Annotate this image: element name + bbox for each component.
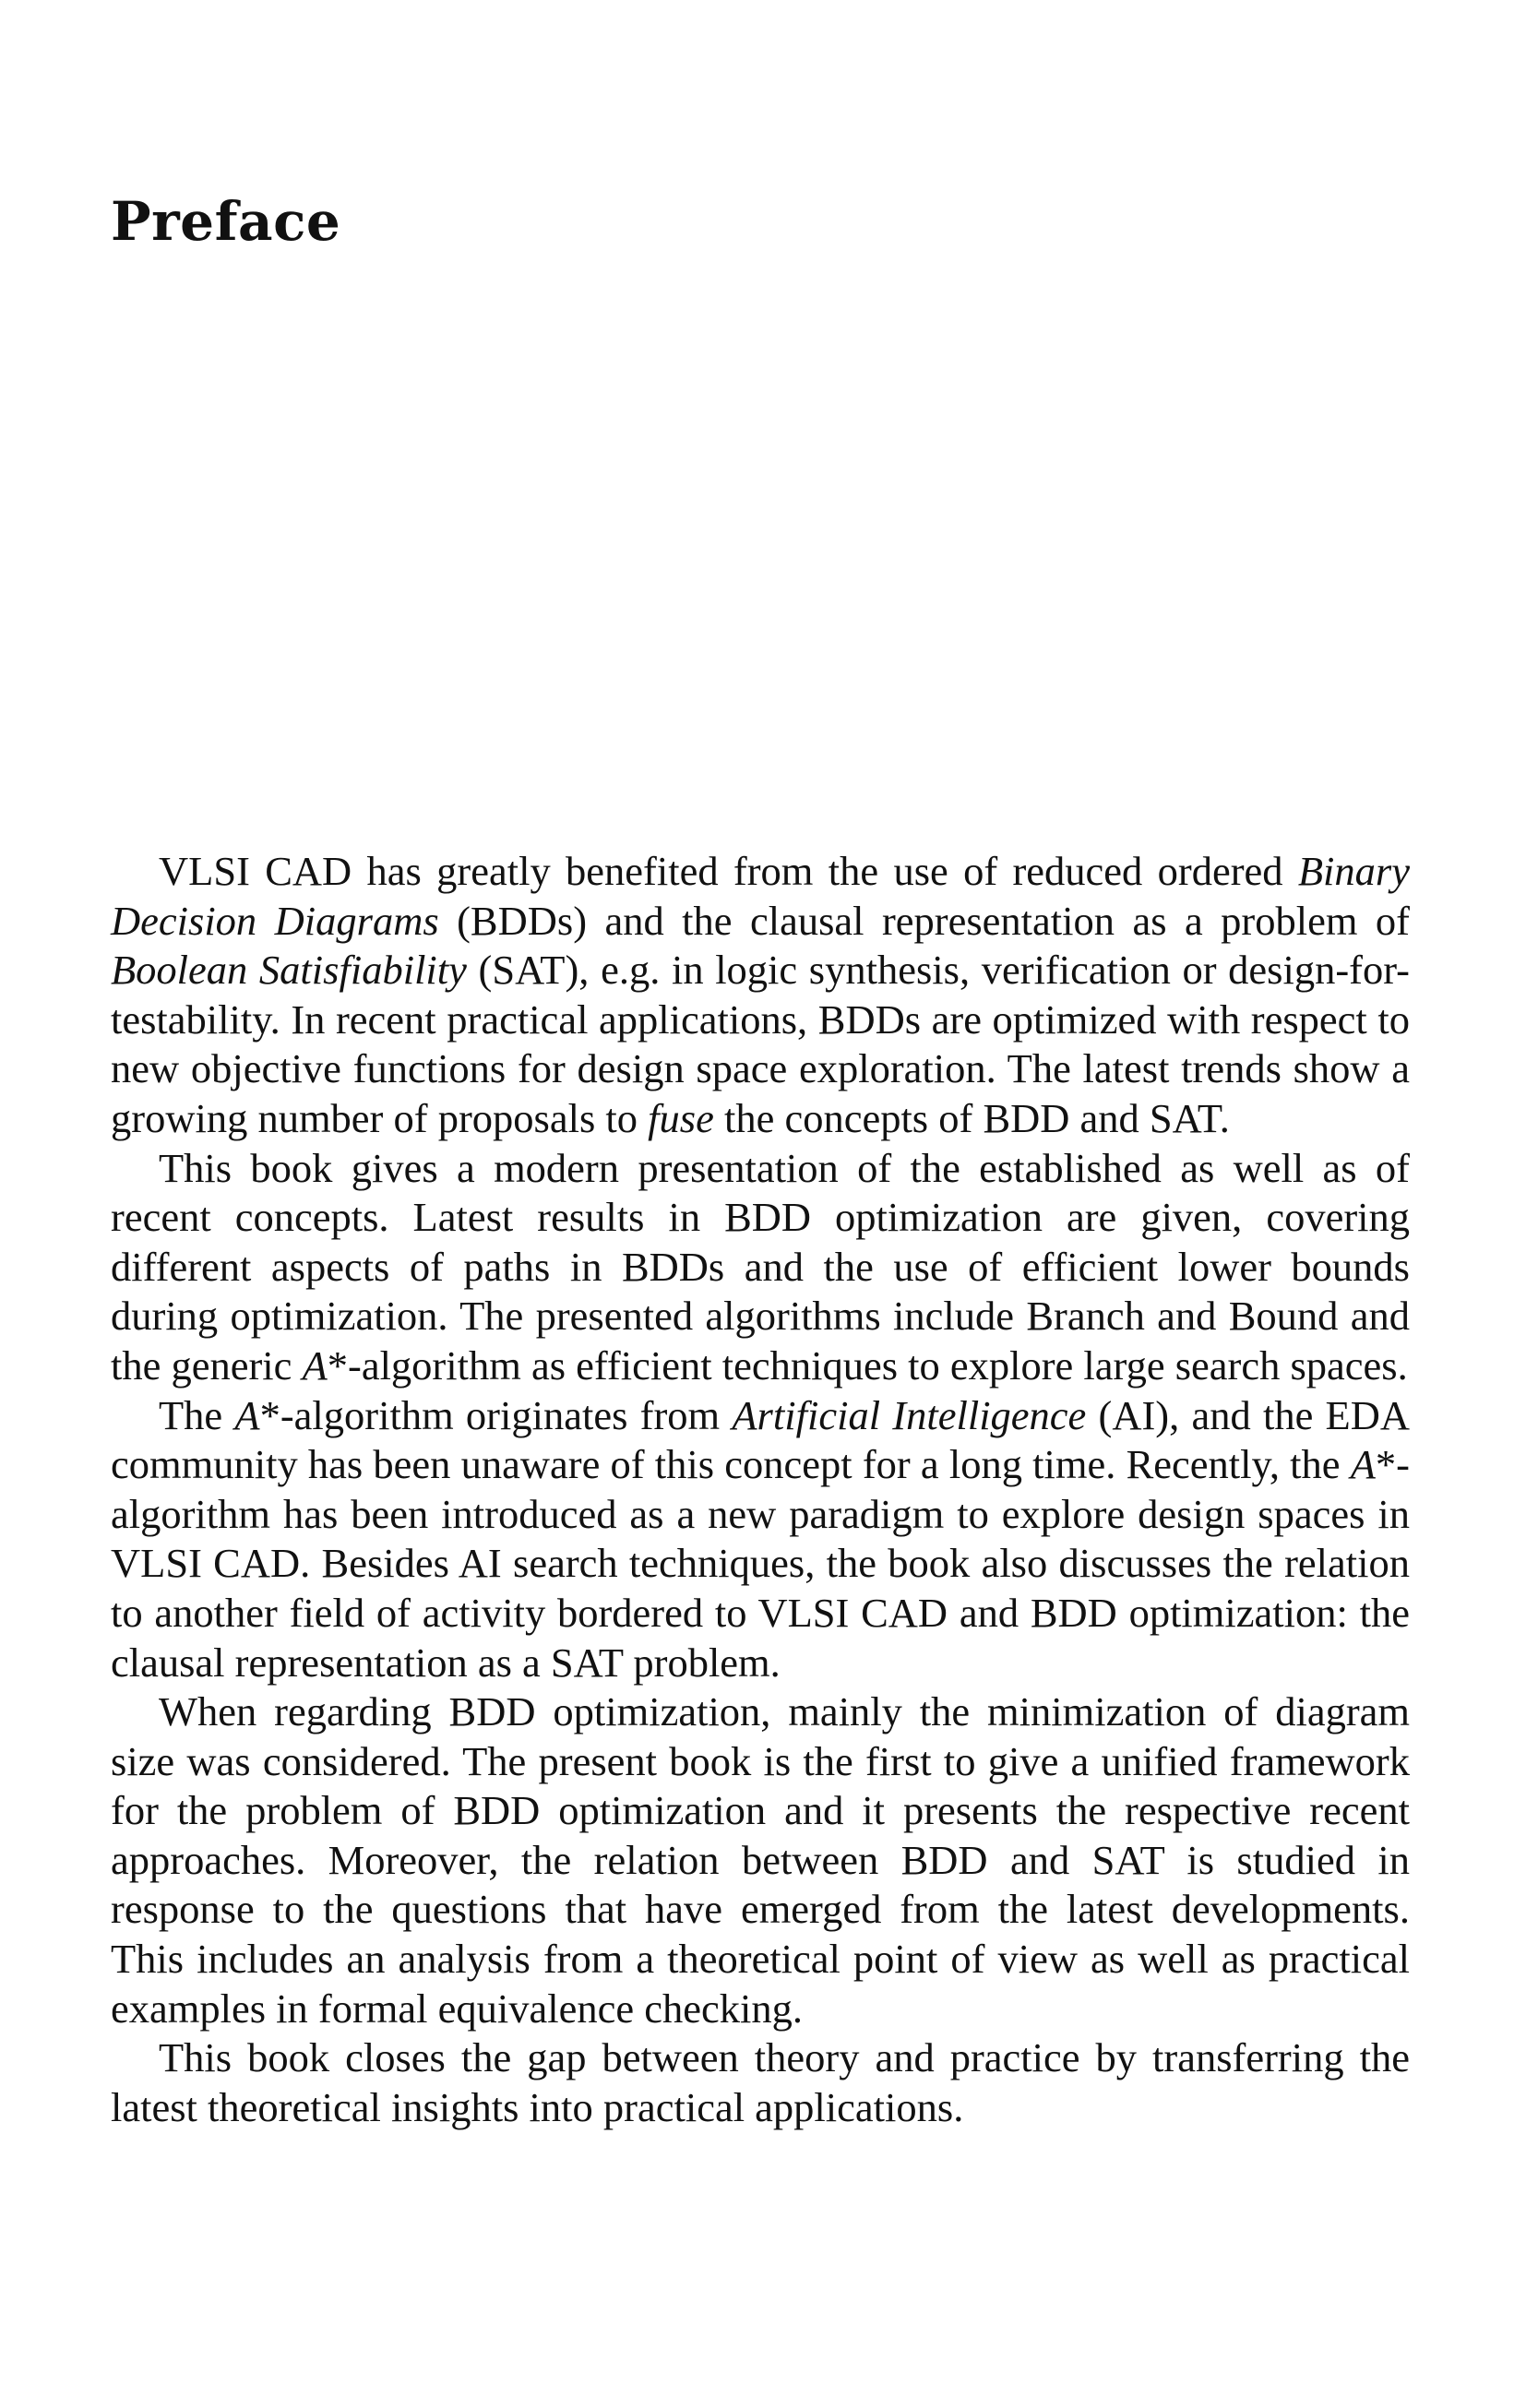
text-run: the concepts of BDD and SAT. xyxy=(713,1094,1230,1141)
paragraph xyxy=(111,2033,1410,2132)
text-run: *-algorithm as efficient techniques to explore large search spaces. xyxy=(327,1341,1408,1389)
preface-body xyxy=(111,847,1410,2132)
italic-text: A xyxy=(234,1391,260,1438)
italic-text: A xyxy=(302,1341,328,1389)
italic-text: Artificial Intelligence xyxy=(732,1391,1087,1438)
text-run: The xyxy=(159,1391,235,1438)
italic-text: A xyxy=(1350,1441,1376,1488)
text-run: This book closes the gap between theory and practice by transferring the latest theoretical insights into practical applications. xyxy=(111,2034,1410,2130)
italic-text: Binary Decision Diagrams xyxy=(111,848,1410,944)
page-title: Preface xyxy=(111,190,341,253)
text-run: (BDDs) and the clausal representation as a problem of xyxy=(438,897,1410,944)
text-run: *-algorithm has been introduced as a new paradigm to explore design spaces in VLSI CAD. Besides AI search techniques, the book also discusses the relation to another field of activity bordered to VLSI CAD and BDD optimization: the clausal representation as a SAT problem. xyxy=(111,1441,1410,1686)
italic-text: fuse xyxy=(648,1094,714,1141)
paragraph xyxy=(111,1144,1410,1391)
paragraph xyxy=(111,1391,1410,1688)
text-run: *-algorithm originates from xyxy=(259,1391,733,1438)
text-run: When regarding BDD optimization, mainly the minimization of diagram size was considered. The present book is the first to give a unified framework for the problem of BDD optimization and it presents the respective recent approaches. Moreover, the relation between BDD and SAT is studied in response to the questions that have emerged from the latest developments. This includes an analysis from a theoretical point of view as well as practical examples in formal equivalence checking. xyxy=(111,1688,1410,2032)
italic-text: Boolean Satisfiability xyxy=(111,947,467,994)
paragraph xyxy=(111,847,1410,1144)
text-run: (AI), and the EDA community has been unaware of this concept for a long time. Recently, the xyxy=(111,1391,1411,1488)
paragraph xyxy=(111,1687,1410,2033)
text-run: (SAT), e.g. in logic synthesis, verification or design-for-testability. In recent practical applications, BDDs are optimized with respect to new objective functions for design space exploration. The latest trends show a growing number of proposals to xyxy=(111,947,1410,1141)
text-run: This book gives a modern presentation of the established as well as of recent concepts. Latest results in BDD optimization are given, covering different aspects of paths in BDDs and the use of efficient lower bounds during optimization. The presented algorithms include Branch and Bound and the generic xyxy=(111,1144,1410,1389)
text-run: VLSI CAD has greatly benefited from the use of reduced ordered xyxy=(159,848,1298,894)
